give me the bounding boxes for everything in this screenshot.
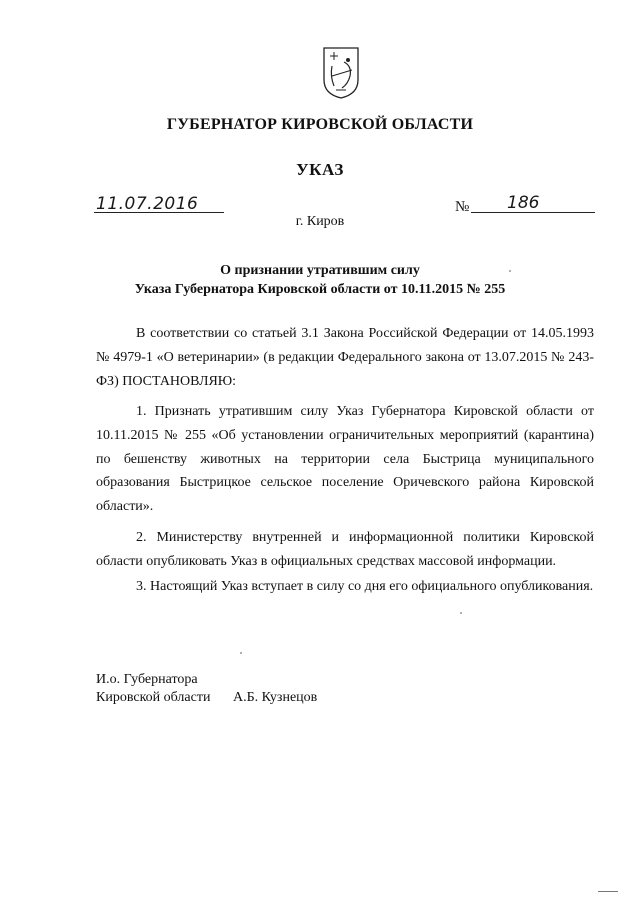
coat-of-arms-icon (322, 44, 360, 100)
authority-title: ГУБЕРНАТОР КИРОВСКОЙ ОБЛАСТИ (166, 116, 474, 133)
scan-speck (460, 612, 462, 614)
scan-corner-mark (598, 891, 618, 892)
number-underline (471, 212, 595, 213)
signatory-role-line-1: И.о. Губернатора (96, 672, 198, 687)
date-underline (94, 212, 224, 213)
decree-date: 11.07.2016 (96, 194, 199, 214)
city-line: г. Киров (295, 214, 345, 229)
subject-line-1: О признании утратившим силу (220, 263, 420, 278)
subject-line-2: Указа Губернатора Кировской области от 10.11.2015 № 255 (134, 282, 506, 297)
clause-2-paragraph: 2. Министерству внутренней и информационной политики Кировской области опубликовать Указ в официальных средствах массовой информации. (96, 530, 594, 569)
scan-speck (240, 652, 242, 654)
number-label: № (455, 199, 470, 215)
document-type-title: УКАЗ (296, 160, 344, 179)
clause-3-paragraph: 3. Настоящий Указ вступает в силу со дня его официального опубликования. (136, 579, 594, 594)
signatory-name: А.Б. Кузнецов (233, 690, 318, 705)
decree-number: 186 (507, 193, 540, 213)
scan-speck (509, 270, 511, 272)
clause-1-paragraph: 1. Признать утратившим силу Указ Губернатора Кировской области от 10.11.2015 № 255 «Об установлении ограничительных мероприятий (карантина) по бешенству животных на территории села Быстрица муниципального образования Быстрицкое сельское поселение Оричевского района Кировской области». (96, 404, 594, 515)
preamble-paragraph: В соответствии со статьей 3.1 Закона Российской Федерации от 14.05.1993 № 4979-1 «О ветеринарии» (в редакции Федерального закона от 13.07.2015 № 243-ФЗ) ПОСТАНОВЛЯЮ: (96, 326, 594, 389)
signatory-role-line-2: Кировской области (96, 690, 211, 705)
